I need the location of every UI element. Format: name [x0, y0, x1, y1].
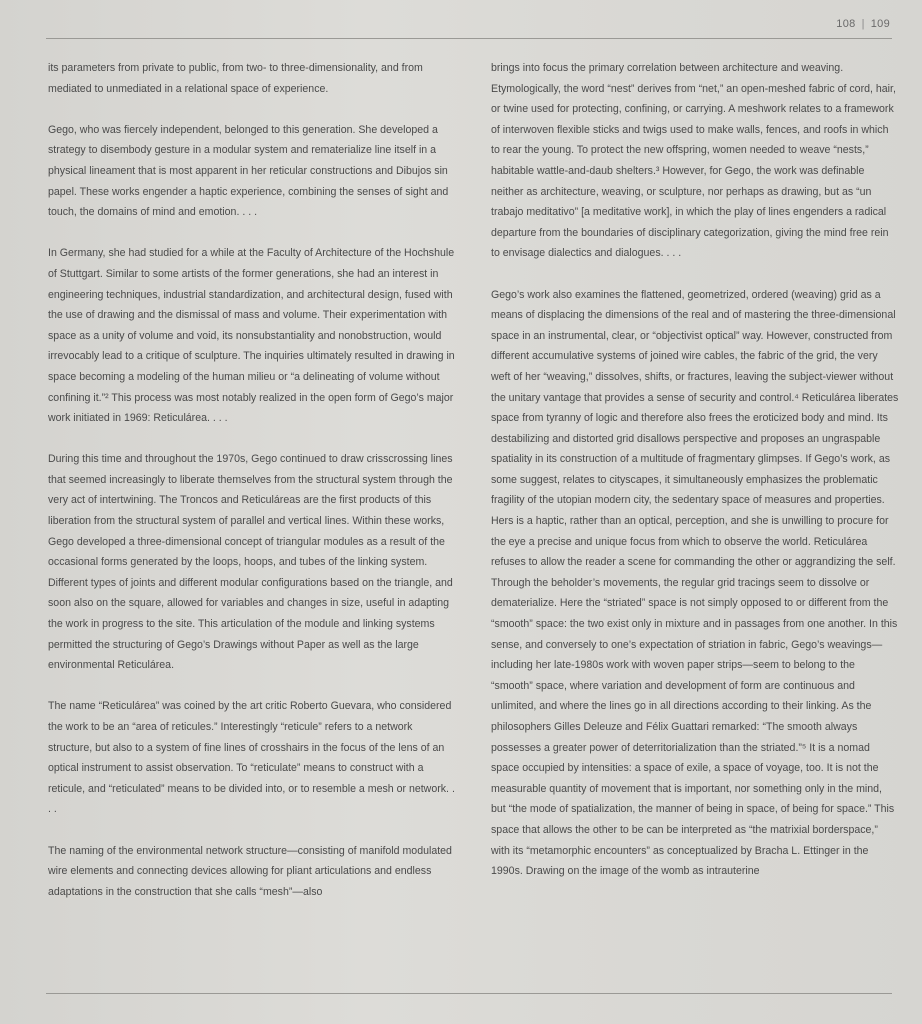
page-number-right: 109	[870, 18, 890, 30]
paragraph: Gego’s work also examines the flattened, geometrized, ordered (weaving) grid as a means of displacing the dimensions of the real and of mastering the three-dimensional space in an instrumental, clear, or “objectivist optical” way. However, constructed from different accumulative systems of joined wire cables, the fabric of the grid, the very weft of her “weaving,” dissolves, shifts, or fractures, leaving the subject-viewer without the unitary vantage that provides a sense of security and control.⁴ Reticulárea liberates space from tyranny of logic and therefore also frees the eroticized body and mind. Its destabilizing and distorted grid disallows perspective and proposes an ungraspable spatiality in its construction of a multitude of fragmentary glimpses. If Gego’s work, as some suggest, relates to cityscapes, it simultaneously emphasizes the problematic fragility of the utopian modern city, the sedentary space of measures and properties. Hers is a haptic, rather than an optical, perception, and she is unwilling to procure for the eye a precise and unique focus from which to observe the world. Reticulárea refuses to allow the reader a scene for commanding the other or aggrandizing the self. Through the beholder’s movements, the regular grid tracings seem to dissolve or dematerialize. Here the “striated” space is not simply opposed to or different from the “smooth” space: the two exist only in mixture and in passages from one another. In this sense, and conversely to one’s expectation of striation in fabric, Gego’s weavings—including her late-1980s work with woven paper strips—seem to belong to the “smooth” space, where variation and development of form are continuous and unlimited, and where the lines go in all directions according to their linking. As the philosophers Gilles Deleuze and Félix Guattari remarked: “The smooth always possesses a greater power of deterritorialization than the striated.”⁵ It is a nomad space occupied by intensities: a space of exile, a space of voyage, too. It is not the measurable quantity of movement that is important, nor something only in the mind, but “the mode of spatialization, the manner of being in space, of being for space.” This space that allows the other to be can be interpreted as “the matrixial borderspace,” with its “metamorphic encounters” as conceptualized by Bracha L. Ettinger in the 1990s. Drawing on the image of the womb as intrauterine	[491, 288, 899, 878]
page-number-left: 108	[836, 18, 856, 30]
paragraph: In Germany, she had studied for a while at the Faculty of Architecture of the Hochshule of Stuttgart. Similar to some artists of the former generations, she had an interest in engineering techniques, industrial standardization, and architectural design, fused with the use of drawing and the dismissal of mass and volume. Their experimentation with space as a unity of volume and void, its nonsubstantiality and nonobstruction, would irrevocably lead to a critique of sculpture. The inquiries ultimately resulted in drawing in space becoming a modeling of the human milieu or “a delineating of volume without confining it.”² This process was most notably realized in the open form of Gego’s major work initiated in 1969: Reticulárea. . . .	[48, 247, 455, 425]
paragraph: During this time and throughout the 1970s, Gego continued to draw crisscrossing lines that seemed increasingly to liberate themselves from the structural system through the very act of intertwining. The Troncos and Reticuláreas are the first products of this liberation from the structural system of parallel and vertical lines. Within these works, Gego developed a three-dimensional concept of triangular modules as a result of the occasional forms generated by the loops, hoops, and tubes of the linking system. Different types of joints and different modular configurations based on the triangle, and soon also on the square, allowed for variables and changes in size, useful in adapting the work in progress to the site. This articulation of the module and linking systems permitted the structuring of Gego’s Drawings without Paper as well as the large environmental Reticulárea.	[48, 453, 453, 672]
bottom-rule	[46, 993, 892, 994]
paragraph: brings into focus the primary correlation between architecture and weaving. Etymologically, the word “nest” derives from “net,” an open-meshed fabric of cord, hair, or twine used for protecting, confining, or carrying. A meshwork relates to a framework of interwoven flexible sticks and twigs used to make walls, fences, and roofs in which to rear the young. To protect the new offspring, women needed to weave “nests,” habitable wattle-and-daub shelters.³ However, for Gego, the work was definable neither as architecture, weaving, or sculpture, nor perhaps as drawing, but as “un trabajo meditativo” [a meditative work], in which the play of lines engenders a radical departure from the boundaries of disciplinary categorization, giving the mind free rein to envisage dialectics and dialogues. . . .	[491, 62, 896, 260]
page-numbers	[836, 18, 890, 30]
page-number-separator: |	[861, 18, 865, 30]
right-column	[491, 58, 899, 902]
paragraph: The naming of the environmental network structure—consisting of manifold modulated wire elements and connecting devices allowing for pliant articulations and endless adaptations in the construction that she calls “mesh”—also	[48, 844, 452, 898]
top-rule	[46, 38, 892, 39]
paragraph: Gego, who was fiercely independent, belonged to this generation. She developed a strategy to disembody gesture in a modular system and rematerialize line itself in a physical lineament that is most apparent in her reticular constructions and Dibujos sin papel. These works engender a haptic experience, combining the senses of sight and touch, the domains of mind and emotion. . . .	[48, 123, 449, 219]
paragraph: The name “Reticulárea” was coined by the art critic Roberto Guevara, who considered the work to be an “area of reticules.” Interestingly “reticule” refers to a network structure, but also to a system of fine lines of crosshairs in the focus of the lens of an optical instrument to assist observation. To “reticulate” means to construct with a reticule, and “reticulated” means to be divided into, or to resemble a mesh or network. . . .	[48, 700, 455, 816]
left-column	[48, 58, 456, 923]
paragraph: its parameters from private to public, from two- to three-dimensionality, and from mediated to unmediated in a relational space of experience.	[48, 62, 423, 95]
